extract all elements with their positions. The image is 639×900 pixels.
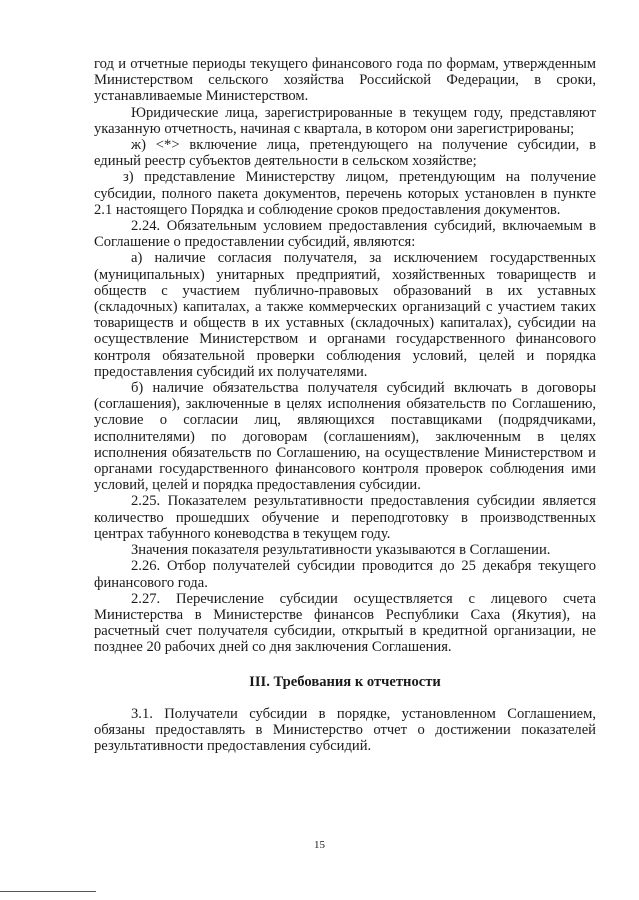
paragraph-new-legal-entities: Юридические лица, зарегистрированные в текущем году, представляют указанную отчетность, начиная с квартала, в котором они зарегистрированы;: [94, 104, 596, 137]
section-heading: III. Требования к отчетности: [249, 673, 441, 690]
page-number: 15: [314, 839, 325, 851]
paragraph-2-27: 2.27. Перечисление субсидии осуществляется с лицевого счета Министерства в Министерстве финансов Республики Саха (Якутия), на расчетный счет получателя субсидии, открытый в кредитной организации, не позднее 20 рабочих дней со дня заключения Соглашения.: [94, 590, 596, 656]
paragraph-item-zh: ж) <*> включение лица, претендующего на получение субсидии, в единый реестр субъектов деятельности в сельском хозяйстве;: [94, 137, 596, 170]
paragraph-2-26: 2.26. Отбор получателей субсидии проводится до 25 декабря текущего финансового года.: [94, 558, 596, 591]
paragraph-3-1: 3.1. Получатели субсидии в порядке, установленном Соглашением, обязаны предоставлять в Министерство отчет о достижении показателей результативности предоставления субсидий.: [94, 705, 596, 755]
paragraph-item-a: а) наличие согласия получателя, за исключением государственных (муниципальных) унитарных предприятий, хозяйственных товариществ и обществ с участием публично-правовых образований в их уставных (складочных) капиталах, а также коммерческих организаций с участием таких товариществ и обществ в их уставных (складочных) капиталах), субсидии на осуществление Министерством и органами государственного финансового контроля обязательной проверки соблюдения условий, целей и порядка предоставления субсидий их получателями.: [94, 250, 596, 380]
section-spacer: [94, 656, 596, 664]
footer-rule: [0, 891, 96, 892]
paragraph-reporting-periods: год и отчетные периоды текущего финансового года по формам, утвержденным Министерством сельского хозяйства Российской Федерации, в сроки, устанавливаемые Министерством.: [94, 56, 596, 105]
paragraph-2-24: 2.24. Обязательным условием предоставления субсидий, включаемым в Соглашение о предоставлении субсидий, являются:: [94, 218, 596, 251]
paragraph-indicator-values: Значения показателя результативности указываются в Соглашении.: [131, 542, 551, 559]
paragraph-2-25: 2.25. Показателем результативности предоставления субсидии является количество прошедших обучение и переподготовку в производственных центрах табунного коневодства в текущем году.: [94, 493, 596, 542]
document-page: [94, 56, 596, 754]
paragraph-item-z: з) представление Министерству лицом, претендующим на получение субсидии, полного пакета документов, перечень которых установлен в пункте 2.1 настоящего Порядка и соблюдение сроков предоставления документов.: [94, 169, 596, 218]
paragraph-item-b: б) наличие обязательства получателя субсидий включать в договоры (соглашения), заключенные в целях исполнения обязательств по Соглашению, условие о согласии лиц, являющихся поставщиками (подрядчиками, исполнителями) по договорам (соглашениям), заключенным в целях исполнения обязательств по Соглашению, на осуществление Министерством и органами государственного финансового контроля проверок соблюдения ими условий, целей и порядка предоставления субсидии.: [94, 380, 596, 494]
